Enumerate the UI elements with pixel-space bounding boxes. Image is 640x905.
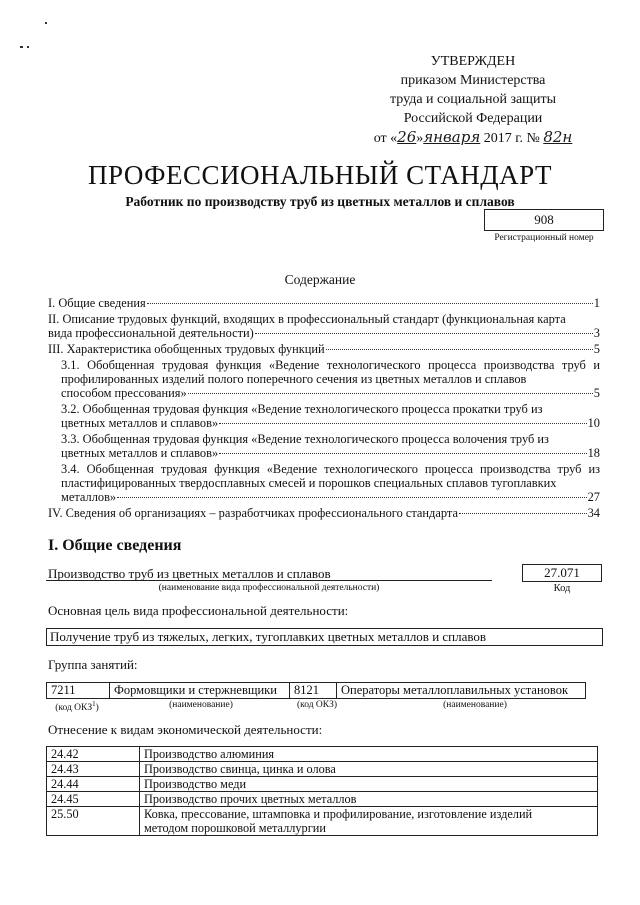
activity-underline (46, 580, 492, 581)
toc-entry-label: III. Характеристика обобщенных трудовых функций (48, 342, 325, 356)
okz-caption: (код ОКЗ) (296, 700, 338, 710)
toc-heading: Содержание (284, 272, 356, 287)
toc-page-number: 34 (587, 506, 600, 520)
footnote-marker: 1 (92, 700, 96, 708)
activity-code-label: Код (553, 583, 571, 594)
approval-date (358, 128, 588, 148)
okved-code-cell: 24.42 (47, 747, 140, 762)
leader-dots (459, 513, 587, 514)
toc-entry-label: 3.3. Обобщенная трудовая функция «Ведение технологического процесса волочения труб из (61, 432, 549, 446)
goal-label: Основная цель вида профессиональной деятельности: (48, 603, 349, 618)
toc-page-number: 18 (587, 446, 600, 460)
okz-caption (46, 700, 108, 713)
okz-code-cell: 8121 (290, 683, 337, 699)
leader-dots (147, 303, 593, 304)
okved-name-cell: Производство свинца, цинка и олова (140, 762, 598, 777)
name-caption: (наименование) (443, 700, 507, 710)
goal-value-box: Получение труб из тяжелых, легких, тугоплавких цветных металлов и сплавов (46, 628, 603, 646)
leader-dots (219, 423, 586, 424)
page-subtitle: Работник по производству труб из цветных металлов и сплавов (125, 194, 515, 209)
order-number-handwritten: 82н (543, 128, 573, 146)
activity-name: Производство труб из цветных металлов и сплавов (48, 566, 331, 581)
toc-entry-label: 3.4. Обобщенная трудовая функция «Ведение технологического процесса производства труб из пластифицированных твердосплавных смесей и порошков специальных сплавов тугоплавких (61, 462, 600, 490)
activity-caption: (наименование вида профессиональной деятельности) (158, 583, 380, 593)
toc-entry-label: I. Общие сведения (48, 296, 146, 310)
toc-page-number: 1 (593, 296, 600, 310)
economic-activity-table (46, 746, 598, 836)
okved-name-cell: Ковка, прессование, штамповка и профилирование, изготовление изделий методом порошковой металлургии (140, 807, 598, 836)
name-caption: (наименование) (169, 700, 233, 710)
toc-entry-label-cont: цветных металлов и сплавов» (61, 446, 219, 460)
okved-code-cell: 25.50 (47, 807, 140, 836)
toc-page-number: 5 (593, 342, 600, 356)
occupation-group-table (46, 682, 586, 699)
table-row (47, 792, 598, 807)
table-row (47, 807, 598, 836)
toc-entry-3-4[interactable] (48, 462, 600, 504)
table-row (47, 777, 598, 792)
okved-code-cell: 24.43 (47, 762, 140, 777)
toc-entry-ii[interactable] (48, 312, 600, 340)
okved-name-cell: Производство прочих цветных металлов (140, 792, 598, 807)
leader-dots (255, 333, 593, 334)
toc-entry-3-1[interactable] (48, 358, 600, 400)
toc-page-number: 10 (587, 416, 600, 430)
toc-entry-label: II. Описание трудовых функций, входящих в профессиональный стандарт (функциональная карта (48, 312, 566, 326)
economic-label: Отнесение к видам экономической деятельности: (48, 722, 323, 737)
toc-entry-3-3[interactable] (48, 432, 600, 460)
okved-name-cell: Производство меди (140, 777, 598, 792)
date-month-handwritten: января (423, 128, 481, 146)
approval-order: приказом Министерства (400, 73, 546, 88)
toc-entry-iii[interactable] (48, 342, 600, 356)
leader-dots (326, 349, 593, 350)
okved-code-cell: 24.44 (47, 777, 140, 792)
toc-entry-label: 3.1. Обобщенная трудовая функция «Ведение технологического процесса производства труб и профилированных изделий полого поперечного сечения из цветных металлов и сплавов (61, 358, 600, 386)
toc-page-number: 3 (593, 326, 600, 340)
date-year: 2017 г. № (483, 131, 540, 146)
activity-code-box: 27.071 (522, 564, 602, 582)
toc-entry-label-cont: вида профессиональной деятельности) (48, 326, 254, 340)
toc-entry-label: 3.2. Обобщенная трудовая функция «Ведение технологического процесса прокатки труб из (61, 402, 543, 416)
toc-entry-3-2[interactable] (48, 402, 600, 430)
table-row (47, 747, 598, 762)
page-title: ПРОФЕССИОНАЛЬНЫЙ СТАНДАРТ (87, 160, 553, 190)
scan-speck (20, 46, 23, 48)
toc-entry-label-cont: цветных металлов и сплавов» (61, 416, 219, 430)
date-day-handwritten: 26 (397, 128, 417, 146)
leader-dots (117, 497, 586, 498)
approval-block (358, 52, 588, 148)
toc-entry-iv[interactable] (48, 506, 600, 520)
toc-entry-label: IV. Сведения об организациях – разработчиках профессионального стандарта (48, 506, 458, 520)
registration-label: Регистрационный номер (494, 233, 594, 243)
scan-speck (27, 46, 29, 48)
scan-speck (45, 22, 47, 24)
toc-entry-label-cont: металлов» (61, 490, 117, 504)
toc-page-number: 27 (587, 490, 600, 504)
approval-federation: Российской Федерации (403, 111, 543, 126)
okz-caption-close: ) (95, 703, 99, 714)
leader-dots (219, 453, 586, 454)
section-heading: I. Общие сведения (48, 537, 182, 554)
okz-code-cell: 7211 (47, 683, 110, 699)
table-of-contents (48, 296, 600, 520)
toc-page-number: 5 (593, 386, 600, 400)
toc-entry-label-cont: способом прессования» (61, 386, 187, 400)
date-prefix: от « (373, 131, 398, 146)
okved-name-cell: Производство алюминия (140, 747, 598, 762)
okved-code-cell: 24.45 (47, 792, 140, 807)
toc-entry-i[interactable] (48, 296, 600, 310)
table-row (47, 762, 598, 777)
leader-dots (188, 393, 593, 394)
registration-number-box: 908 (484, 209, 604, 231)
approval-approved: УТВЕРЖДЕН (430, 54, 516, 69)
date-mid: » (416, 131, 424, 146)
okz-name-cell: Формовщики и стержневщики (110, 683, 290, 699)
group-label: Группа занятий: (48, 657, 138, 672)
okz-name-cell: Операторы металлоплавильных установок (337, 683, 586, 699)
approval-ministry: труда и социальной защиты (390, 92, 556, 107)
okz-caption-text: (код ОКЗ (55, 703, 93, 714)
table-row (47, 683, 586, 699)
